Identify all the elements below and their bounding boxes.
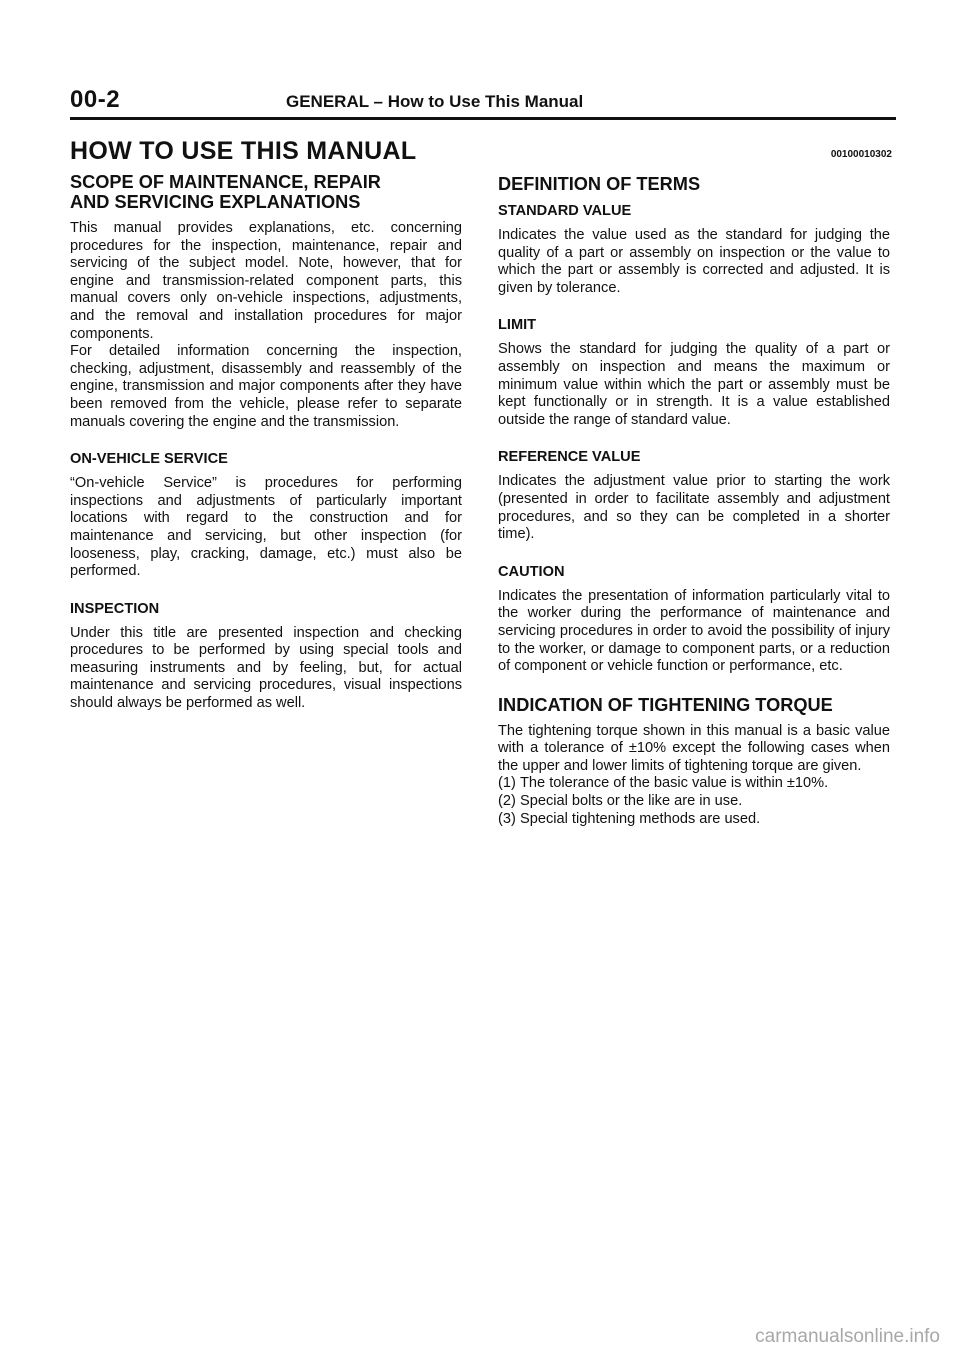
definition-heading: DEFINITION OF TERMS — [498, 174, 701, 194]
list-item — [498, 811, 890, 829]
list-item-text: Special bolts or the like are in use. — [520, 793, 743, 810]
limit-heading: LIMIT — [498, 317, 537, 334]
page-number: 00-2 — [70, 86, 121, 113]
torque-heading: INDICATION OF TIGHTENING TORQUE — [498, 694, 833, 715]
section-title: GENERAL – How to Use This Manual — [286, 92, 584, 111]
document-code: 00100010302 — [830, 149, 892, 160]
scope-heading-line2: AND SERVICING EXPLANATIONS — [70, 192, 361, 212]
standard-value-heading: STANDARD VALUE — [498, 203, 632, 219]
on-vehicle-heading: ON-VEHICLE SERVICE — [70, 451, 228, 468]
page-title: HOW TO USE THIS MANUAL — [70, 137, 417, 165]
limit-text: Shows the standard for judging the quality of a part or assembly on inspection and means the maximum or minimum value within which the part or assembly must be kept functionally or in strength. It is a value established outside the range of standard value. — [498, 341, 890, 428]
reference-value-heading: REFERENCE VALUE — [498, 449, 641, 466]
scope-heading-line1: SCOPE OF MAINTENANCE, REPAIR — [70, 172, 381, 192]
list-item-text: Special tightening methods are used. — [520, 810, 761, 827]
on-vehicle-text: “On-vehicle Service” is procedures for performing inspections and adjustments of particularly important locations with regard to the construction and for maintenance and servicing, but other inspection (for looseness, play, cracking, damage, etc.) must also be performed. — [70, 475, 462, 580]
list-item-number: (2) — [498, 793, 516, 810]
right-column — [498, 174, 890, 828]
caution-text: Indicates the presentation of information particularly vital to the worker during the performance of maintenance and servicing procedures in order to avoid the possibility of injury to the worker, or damage to component parts, or a reduction of component or vehicle function or performance, etc. — [498, 587, 890, 675]
header-rule — [70, 117, 896, 120]
scope-paragraph-1: This manual provides explanations, etc. concerning procedures for the inspection, maintenance, repair and servicing of the subject model. Note, however, that for engine and transmission-related component parts, this manual covers only on-vehicle inspections, adjustments, and the removal and installation procedures for major components. — [70, 220, 462, 342]
scope-paragraph-2: For detailed information concerning the inspection, checking, adjustment, disassembly and reassembly of the engine, transmission and major components after they have been removed from the vehicle, please refer to separate manuals covering the engine and the transmission. — [70, 343, 462, 430]
page-header — [70, 86, 896, 118]
list-item-number: (1) — [498, 775, 516, 792]
inspection-text: Under this title are presented inspection and checking procedures to be performed by using special tools and measuring instruments and by feeling, but, for actual maintenance and servicing procedures, visual inspections should always be performed as well. — [70, 624, 462, 712]
watermark-text: carmanualsonline.info — [755, 1326, 940, 1347]
list-item — [498, 793, 890, 811]
list-item-text: The tolerance of the basic value is within ±10%. — [520, 775, 829, 792]
scope-heading — [70, 172, 462, 212]
caution-heading: CAUTION — [498, 563, 565, 580]
standard-value-text: Indicates the value used as the standard for judging the quality of a part or assembly on inspection or the value to which the part or assembly is corrected and adjusted. It is given by tolerance. — [498, 227, 890, 296]
torque-text: The tightening torque shown in this manual is a basic value with a tolerance of ±10% except the following cases when the upper and lower limits of tightening torque are given. — [498, 722, 890, 774]
left-column — [70, 172, 462, 713]
inspection-heading: INSPECTION — [70, 600, 160, 617]
list-item — [498, 775, 890, 793]
list-item-number: (3) — [498, 810, 516, 827]
reference-value-text: Indicates the adjustment value prior to starting the work (presented in order to facilitate assembly and adjustment procedures, and so they can be completed in a shorter time). — [498, 473, 890, 543]
